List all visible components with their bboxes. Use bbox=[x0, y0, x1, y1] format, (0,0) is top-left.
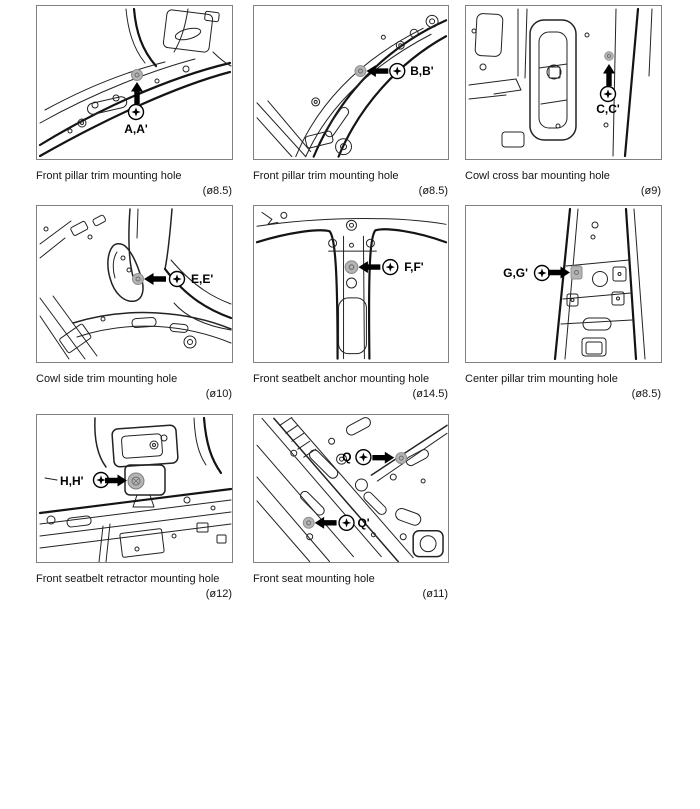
marker-label: A,A' bbox=[124, 122, 148, 136]
figure-caption bbox=[465, 169, 662, 201]
front-pillar-line-art bbox=[37, 6, 232, 159]
direction-arrow-icon bbox=[315, 517, 337, 529]
marker-label: G,G' bbox=[503, 266, 528, 280]
caption-text: Center pillar trim mounting hole bbox=[465, 373, 618, 385]
direction-arrow-icon bbox=[366, 65, 388, 77]
mounting-hole-marker bbox=[571, 266, 582, 279]
figure-frame bbox=[465, 5, 662, 160]
mounting-hole-marker bbox=[345, 261, 358, 274]
marker-label: E,E' bbox=[191, 272, 214, 286]
mounting-hole-marker bbox=[133, 274, 144, 285]
figure-panel-seatbelt-retractor bbox=[36, 414, 233, 604]
figure-caption bbox=[36, 169, 233, 201]
figure-panel-center-pillar-trim bbox=[465, 205, 662, 404]
figure-frame bbox=[36, 414, 233, 563]
marker-label: B,B' bbox=[410, 64, 434, 79]
caption-text: Front pillar trim mounting hole bbox=[36, 170, 182, 182]
caption-text: Cowl side trim mounting hole bbox=[36, 373, 178, 385]
hole-diameter: (ø8.5) bbox=[631, 388, 661, 400]
hole-diameter: (ø8.5) bbox=[202, 185, 232, 197]
figure-caption bbox=[465, 372, 662, 404]
figure-frame bbox=[465, 205, 662, 363]
figure-panel-cowl-side-trim bbox=[36, 205, 233, 404]
hole-diameter: (ø14.5) bbox=[412, 388, 448, 400]
position-target-icon bbox=[601, 87, 616, 102]
marker-label: F,F' bbox=[404, 260, 424, 275]
direction-arrow-icon bbox=[603, 64, 615, 86]
caption-text: Front pillar trim mounting hole bbox=[253, 170, 399, 182]
mounting-hole-marker bbox=[303, 517, 314, 528]
hole-diameter: (ø11) bbox=[422, 588, 448, 600]
caption-text: Front seatbelt retractor mounting hole bbox=[36, 573, 220, 585]
figure-panel-front-pillar-a bbox=[36, 5, 233, 201]
figure-caption bbox=[253, 372, 449, 404]
position-target-icon bbox=[535, 266, 550, 281]
hole-diameter: (ø10) bbox=[205, 388, 232, 400]
marker-label: Q bbox=[342, 450, 352, 465]
hole-diameter: (ø8.5) bbox=[418, 185, 448, 197]
cowl-cross-bar-line-art bbox=[466, 6, 661, 159]
direction-arrow-icon bbox=[548, 267, 570, 279]
position-target-icon bbox=[170, 272, 185, 287]
marker-label: C,C' bbox=[596, 102, 620, 116]
hole-diameter: (ø12) bbox=[205, 588, 232, 600]
caption-text: Front seatbelt anchor mounting hole bbox=[253, 373, 430, 385]
label-leader-line bbox=[45, 478, 57, 480]
mounting-hole-marker bbox=[132, 70, 143, 81]
front-pillar-line-art bbox=[254, 6, 448, 159]
cowl-side-line-art bbox=[37, 206, 232, 362]
figure-panel-seatbelt-anchor bbox=[253, 205, 449, 404]
marker-label: Q' bbox=[357, 515, 370, 530]
mounting-hole-marker bbox=[128, 473, 144, 489]
hole-diameter: (ø9) bbox=[640, 185, 661, 197]
figure-frame bbox=[253, 205, 449, 363]
position-target-icon bbox=[339, 515, 354, 530]
figure-caption bbox=[253, 169, 449, 201]
mounting-hole-marker bbox=[355, 66, 366, 77]
figure-panel-front-seat bbox=[253, 414, 449, 604]
figure-caption bbox=[253, 572, 449, 604]
position-target-icon bbox=[356, 450, 371, 465]
figure-frame bbox=[253, 5, 449, 160]
position-target-icon bbox=[390, 64, 405, 79]
position-target-icon bbox=[129, 105, 144, 120]
caption-text: Cowl cross bar mounting hole bbox=[465, 170, 610, 182]
floor-pan-line-art bbox=[254, 415, 448, 562]
figure-caption bbox=[36, 572, 233, 604]
center-pillar-line-art bbox=[466, 206, 661, 362]
figure-panel-front-pillar-b bbox=[253, 5, 449, 201]
position-target-icon bbox=[383, 260, 398, 275]
mounting-hole-marker bbox=[396, 453, 407, 464]
marker-label: H,H' bbox=[60, 474, 84, 488]
figure-frame bbox=[36, 5, 233, 160]
figure-panel-cowl-cross-bar bbox=[465, 5, 662, 201]
direction-arrow-icon bbox=[144, 273, 166, 285]
mounting-hole-marker bbox=[605, 52, 614, 61]
figure-frame bbox=[36, 205, 233, 363]
center-pillar-top-line-art bbox=[254, 206, 448, 362]
caption-text: Front seat mounting hole bbox=[253, 573, 375, 585]
figure-frame bbox=[253, 414, 449, 563]
seatbelt-retractor-line-art bbox=[37, 415, 232, 562]
figure-caption bbox=[36, 372, 233, 404]
